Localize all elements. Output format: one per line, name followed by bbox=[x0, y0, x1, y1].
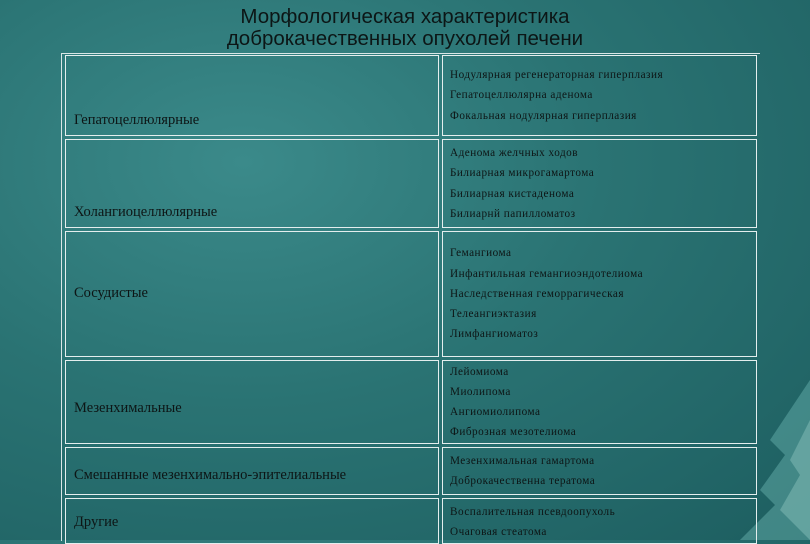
title-line-2: доброкачественных опухолей печени bbox=[226, 27, 584, 50]
items-cell bbox=[442, 231, 757, 357]
items-cell bbox=[442, 55, 757, 136]
item-text: Телеангиэктазия bbox=[450, 308, 537, 321]
item-text: Воспалительная псевдоопухоль bbox=[450, 506, 616, 518]
category-cell bbox=[65, 447, 439, 495]
item-text: Билиарная кистаденома bbox=[450, 187, 575, 200]
item-text: Лейомиома bbox=[450, 365, 509, 378]
item-text: Гепатоцеллюлярна аденома bbox=[450, 89, 593, 102]
item-text: Лимфангиоматоз bbox=[450, 328, 539, 341]
category-cell bbox=[65, 55, 439, 136]
item-text: Миолипома bbox=[450, 385, 511, 398]
category-label: Холангиоцеллюлярные bbox=[74, 204, 218, 220]
title-line-1: Морфологическая характеристика bbox=[240, 5, 570, 28]
item-text: Билиарнй папилломатоз bbox=[450, 207, 576, 220]
item-text: Ангиомиолипома bbox=[450, 406, 541, 418]
items-cell bbox=[442, 498, 757, 544]
category-cell bbox=[65, 360, 439, 444]
item-text: Очаговая стеатома bbox=[450, 526, 547, 539]
items-cell bbox=[442, 139, 757, 228]
category-label: Другие bbox=[74, 514, 119, 530]
slide-title bbox=[0, 6, 810, 50]
category-cell bbox=[65, 498, 439, 544]
item-text: Гемангиома bbox=[450, 247, 512, 260]
category-label: Сосудистые bbox=[74, 285, 148, 301]
category-label: Смешанные мезенхимально-эпителиальные bbox=[74, 467, 347, 483]
category-cell bbox=[65, 139, 439, 228]
item-text: Аденома желчных ходов bbox=[450, 147, 579, 160]
item-text: Мезенхимальная гамартома bbox=[450, 454, 595, 467]
item-text: Наследственная геморрагическая bbox=[450, 287, 625, 300]
category-label: Гепатоцеллюлярные bbox=[74, 112, 200, 128]
item-text: Фиброзная мезотелиома bbox=[450, 426, 577, 439]
items-cell bbox=[442, 447, 757, 495]
category-cell bbox=[65, 231, 439, 357]
item-text: Доброкачественна тератома bbox=[450, 475, 596, 487]
item-text: Фокальная нодулярная гиперплазия bbox=[450, 109, 637, 122]
item-text: Нодулярная регенераторная гиперплазия bbox=[450, 69, 664, 82]
item-text: Инфантильная гемангиоэндотелиома bbox=[450, 267, 644, 280]
items-cell bbox=[442, 360, 757, 444]
item-text: Билиарная микрогамартома bbox=[450, 167, 595, 180]
category-label: Мезенхимальные bbox=[74, 400, 182, 416]
